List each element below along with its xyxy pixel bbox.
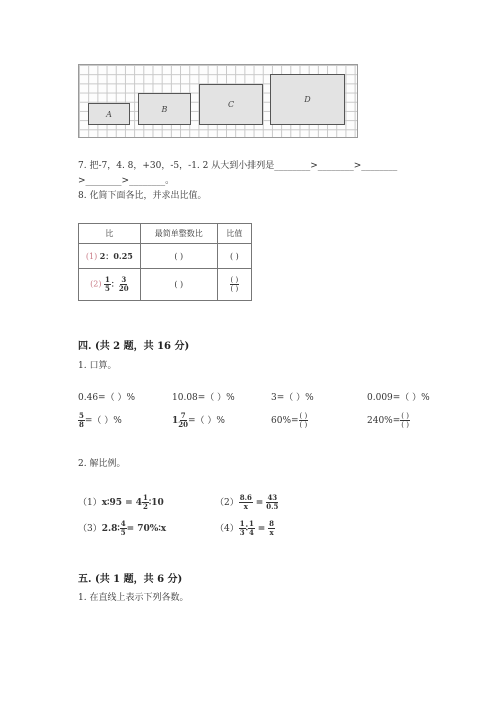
header-ratio: 比 [79, 224, 141, 244]
proportion-eq3: （3）2.8∶ $\frac{4}{5}$ = 70%∶x [78, 519, 167, 537]
calc-r2-c4[interactable]: 240%= $\frac{( )}{( )}$ [367, 412, 409, 429]
q7-line1: 7. 把-7，4. 8，+30，-5，-1. 2 从大到小排列是________>________>________ [78, 161, 398, 171]
rect-a: A [88, 103, 130, 125]
proportion-eq2: （2） $\frac{8.6}{x}$ = $\frac{43}{0.5}$ [215, 493, 279, 511]
row2-ratio: (2) $\frac{1}{5}$ ： $\frac{3}{20}$ [79, 269, 141, 301]
header-simplest: 最简单整数比 [140, 224, 217, 244]
calc-r2-c1[interactable]: $\frac{5}{8}$ =（ ）% [79, 411, 122, 429]
grid-figure [78, 64, 358, 138]
s4-q2-title: 2. 解比例。 [78, 459, 126, 469]
ratio-table [78, 223, 252, 301]
calc-r1-c1[interactable]: 0.46=（ ）% [78, 393, 135, 403]
rect-c: C [199, 84, 263, 125]
proportion-eq1: （1）x∶95 = 4 $\frac{1}{2}$ ∶10 [78, 493, 164, 511]
row1-ratio: (1) 2：0.25 [79, 244, 141, 269]
row1-value-blank[interactable]: ( ) [217, 244, 251, 269]
section5-title: 五. (共 1 题，共 6 分) [78, 574, 183, 585]
rect-d: D [270, 74, 345, 125]
q8-title: 8. 化简下面各比，并求出比值。 [78, 191, 207, 201]
s4-q1-title: 1. 口算。 [78, 361, 117, 371]
q7-line2: >________>________。 [78, 176, 175, 186]
s5-q1-title: 1. 在直线上表示下列各数。 [78, 593, 189, 603]
row1-simplest-blank[interactable]: ( ) [140, 244, 217, 269]
section4-title: 四. (共 2 题，共 16 分) [78, 341, 190, 352]
calc-r1-c4[interactable]: 0.009=（ ）% [367, 393, 430, 403]
calc-r2-c2[interactable]: 1 $\frac{7}{20}$ =（ ）% [172, 411, 225, 429]
calc-r1-c2[interactable]: 10.08=（ ）% [172, 393, 235, 403]
proportion-eq4: （4） $\frac{1}{3}$ ∶ $\frac{1}{4}$ = $\frac{8}{x}$ [215, 519, 274, 537]
calc-r1-c3[interactable]: 3=（ ）% [271, 393, 314, 403]
row2-value-blank[interactable]: $\frac{( )}{( )}$ [217, 269, 251, 301]
row2-simplest-blank[interactable]: ( ) [140, 269, 217, 301]
rect-b: B [138, 93, 191, 125]
header-value: 比值 [217, 224, 251, 244]
calc-r2-c3[interactable]: 60%= $\frac{( )}{( )}$ [271, 412, 308, 429]
